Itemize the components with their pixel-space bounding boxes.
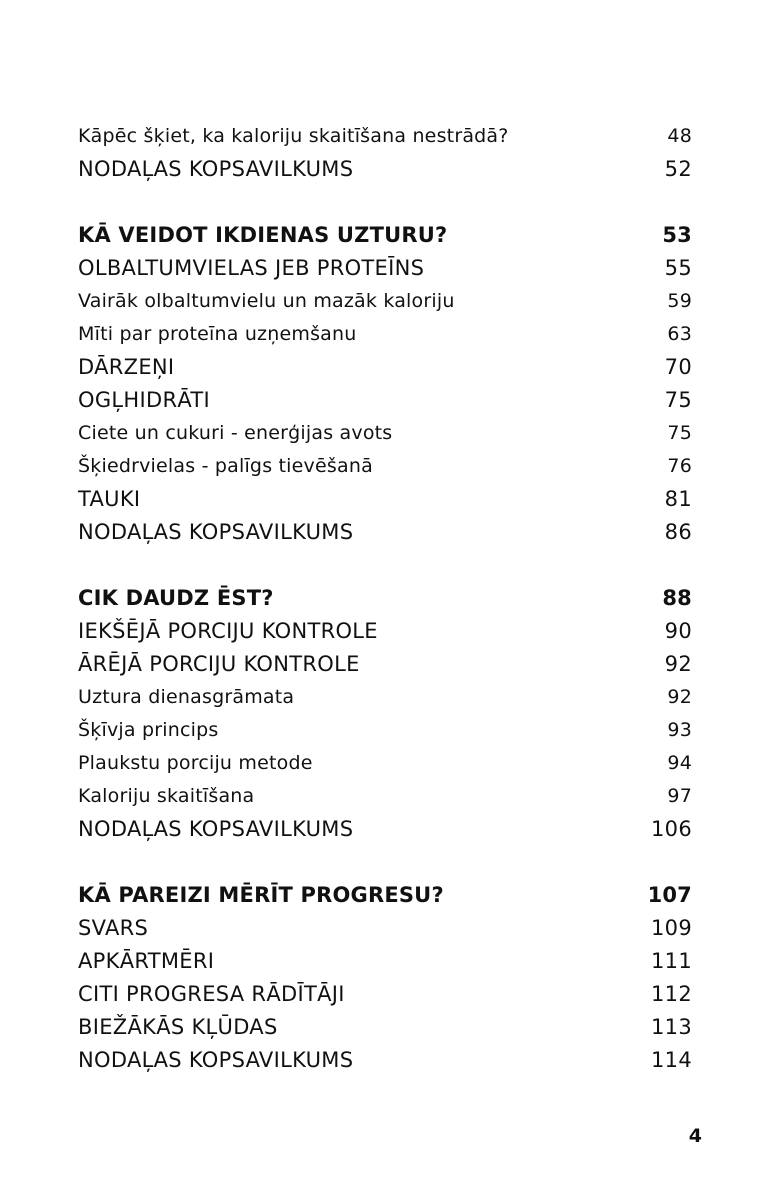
section-gap — [78, 846, 692, 879]
toc-entry-page: 92 — [667, 686, 692, 708]
toc-entry-title: Vairāk olbaltumvielu un mazāk kaloriju — [78, 290, 455, 312]
toc-entry-page: 94 — [667, 752, 692, 774]
toc-entry-title: Uztura dienasgrāmata — [78, 686, 295, 708]
toc-section-entry[interactable] — [78, 1044, 692, 1077]
toc-section-entry[interactable] — [78, 1011, 692, 1044]
toc-entry-page: 112 — [651, 982, 692, 1006]
toc-entry-page: 92 — [664, 652, 692, 676]
toc-entry-title: BIEŽĀKĀS KĻŪDAS — [78, 1015, 278, 1039]
toc-section-entry[interactable] — [78, 384, 692, 417]
toc-entry-page: 48 — [667, 125, 692, 147]
toc-entry-title: Šķiedrvielas - palīgs tievēšanā — [78, 455, 373, 477]
toc-section-entry[interactable] — [78, 813, 692, 846]
toc-entry-page: 52 — [664, 157, 692, 181]
toc-entry-page: 93 — [667, 719, 692, 741]
toc-entry-title: CITI PROGRESA RĀDĪTĀJI — [78, 982, 345, 1006]
toc-entry-title: Kaloriju skaitīšana — [78, 785, 255, 807]
toc-subsection-entry[interactable] — [78, 450, 692, 483]
toc-section-entry[interactable] — [78, 516, 692, 549]
toc-entry-page: 86 — [664, 520, 692, 544]
toc-entry-title: Kāpēc šķiet, ka kaloriju skaitīšana nestrādā? — [78, 125, 509, 147]
toc-entry-page: 76 — [667, 455, 692, 477]
toc-entry-title: NODAĻAS KOPSAVILKUMS — [78, 157, 354, 181]
toc-subsection-entry[interactable] — [78, 714, 692, 747]
toc-section-entry[interactable] — [78, 615, 692, 648]
toc-subsection-entry[interactable] — [78, 417, 692, 450]
toc-entry-title: CIK DAUDZ ĒST? — [78, 586, 274, 610]
toc-subsection-entry[interactable] — [78, 285, 692, 318]
toc-section-entry[interactable] — [78, 912, 692, 945]
page-number: 4 — [688, 1125, 702, 1147]
toc-entry-page: 63 — [667, 323, 692, 345]
toc-entry-page: 107 — [647, 883, 692, 907]
toc-entry-title: KĀ VEIDOT IKDIENAS UZTURU? — [78, 223, 448, 247]
table-of-contents — [78, 120, 692, 1077]
toc-entry-title: Mīti par proteīna uzņemšanu — [78, 323, 357, 345]
toc-subsection-entry[interactable] — [78, 681, 692, 714]
toc-section-entry[interactable] — [78, 978, 692, 1011]
toc-subsection-entry[interactable] — [78, 120, 692, 153]
toc-entry-page: 70 — [664, 355, 692, 379]
toc-entry-title: KĀ PAREIZI MĒRĪT PROGRESU? — [78, 883, 444, 907]
toc-entry-title: OLBALTUMVIELAS JEB PROTEĪNS — [78, 256, 425, 280]
toc-entry-page: 53 — [662, 223, 692, 247]
toc-subsection-entry[interactable] — [78, 780, 692, 813]
toc-entry-page: 106 — [651, 817, 692, 841]
toc-chapter-entry[interactable] — [78, 582, 692, 615]
toc-entry-page: 113 — [651, 1015, 692, 1039]
toc-entry-page: 75 — [664, 388, 692, 412]
toc-entry-title: NODAĻAS KOPSAVILKUMS — [78, 1048, 354, 1072]
toc-entry-title: NODAĻAS KOPSAVILKUMS — [78, 817, 354, 841]
toc-subsection-entry[interactable] — [78, 747, 692, 780]
toc-entry-title: IEKŠĒJĀ PORCIJU KONTROLE — [78, 619, 378, 643]
toc-section-entry[interactable] — [78, 351, 692, 384]
toc-subsection-entry[interactable] — [78, 318, 692, 351]
toc-chapter-entry[interactable] — [78, 879, 692, 912]
toc-entry-title: ĀRĒJĀ PORCIJU KONTROLE — [78, 652, 360, 676]
toc-entry-title: DĀRZEŅI — [78, 355, 175, 379]
toc-section-entry[interactable] — [78, 483, 692, 516]
toc-entry-title: Šķīvja princips — [78, 719, 219, 741]
toc-section-entry[interactable] — [78, 153, 692, 186]
toc-entry-page: 111 — [651, 949, 692, 973]
toc-entry-title: SVARS — [78, 916, 149, 940]
toc-section-entry[interactable] — [78, 648, 692, 681]
toc-section-entry[interactable] — [78, 945, 692, 978]
toc-entry-page: 114 — [651, 1048, 692, 1072]
toc-chapter-entry[interactable] — [78, 219, 692, 252]
toc-entry-title: APKĀRTMĒRI — [78, 949, 215, 973]
toc-section-entry[interactable] — [78, 252, 692, 285]
toc-entry-page: 59 — [667, 290, 692, 312]
toc-entry-page: 55 — [664, 256, 692, 280]
toc-entry-title: OGĻHIDRĀTI — [78, 388, 211, 412]
toc-entry-title: NODAĻAS KOPSAVILKUMS — [78, 520, 354, 544]
toc-entry-title: Ciete un cukuri - enerģijas avots — [78, 422, 393, 444]
toc-entry-page: 90 — [664, 619, 692, 643]
toc-entry-page: 75 — [667, 422, 692, 444]
toc-entry-page: 88 — [662, 586, 692, 610]
toc-entry-page: 109 — [651, 916, 692, 940]
toc-entry-page: 97 — [667, 785, 692, 807]
section-gap — [78, 186, 692, 219]
toc-entry-title: Plaukstu porciju metode — [78, 752, 313, 774]
section-gap — [78, 549, 692, 582]
toc-entry-page: 81 — [664, 487, 692, 511]
toc-entry-title: TAUKI — [78, 487, 141, 511]
